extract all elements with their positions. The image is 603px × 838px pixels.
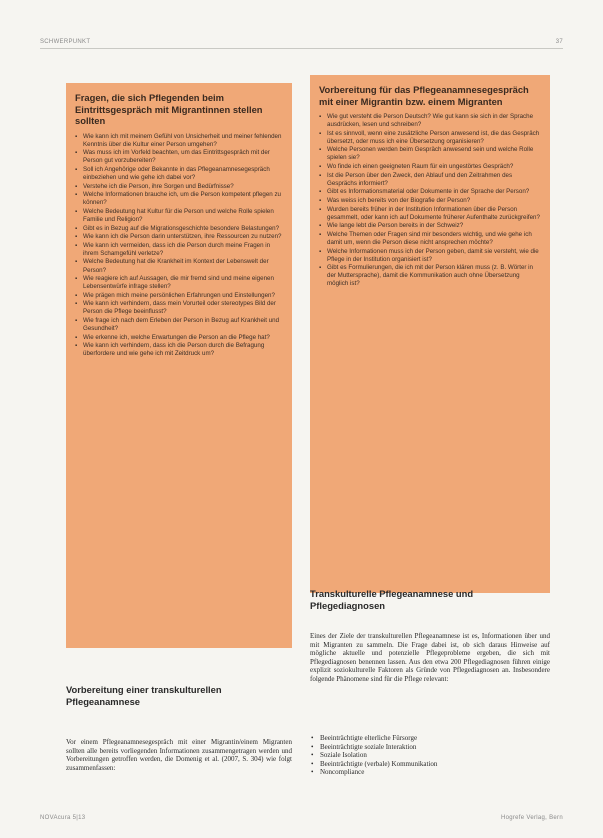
list-item: ▪ Welche Themen oder Fragen sind mir besonders wichtig, und wie gehe ich damit um, wenn die Person diese nicht ansprechen möchte? — [319, 231, 541, 247]
list-item: ▪ Soll ich Angehörige oder Bekannte in das Pflegeanamnesegespräch einbeziehen und wie gehe ich dabei vor? — [75, 166, 283, 182]
list-item: • Beeinträchtigte elterliche Fürsorge — [310, 734, 550, 743]
diagnoses-list — [310, 734, 550, 777]
footer-journal: NOVAcura 5|13 — [40, 815, 86, 821]
list-item: ▪ Wie reagiere ich auf Aussagen, die mir fremd sind und meine eigenen Lebensentwürfe infrage stellen? — [75, 275, 283, 291]
list-item: • Beeinträchtigte (verbale) Kommunikation — [310, 760, 550, 769]
body-paragraph: Eines der Ziele der transkulturellen Pflegeanamnese ist es, Informationen über und mit Migranten zu sammeln. Die Frage dabei ist, ob sich daraus Hinweise auf mögliche aktuelle und potenzielle Pflegeprobleme ergeben, die sich mit Pflegediagnosen benennen lassen. Aus den etwa 200 Pflegediagnosen führen einige explizit soziokulturelle Faktoren als Gründe von Pflegediagnosen an. Insbesondere folgende Phänomene sind für die Pflege relevant: — [310, 632, 550, 683]
list-item: ▪ Welche Personen werden beim Gespräch anwesend sein und welche Rolle spielen sie? — [319, 146, 541, 162]
list-item: ▪ Welche Bedeutung hat die Krankheit im Kontext der Lebenswelt der Person? — [75, 258, 283, 274]
preparation-box — [310, 75, 550, 593]
list-item: ▪ Wie kann ich mit meinem Gefühl von Unsicherheit und meiner fehlenden Kenntnis über die Kultur einer Person umgehen? — [75, 133, 283, 149]
list-item: ▪ Welche Informationen muss ich der Person geben, damit sie versteht, wie die Pflege in der Institution organisiert ist? — [319, 248, 541, 264]
list-item: ▪ Wo finde ich einen geeigneten Raum für ein ungestörtes Gespräch? — [319, 163, 541, 171]
list-item: ▪ Wie kann ich verhindern, dass ich die Person durch die Befragung überfordere und wie gehe ich mit Zeitdruck um? — [75, 342, 283, 358]
list-item: ▪ Gibt es in Bezug auf die Migrationsgeschichte besondere Belastungen? — [75, 225, 283, 233]
list-item: ▪ Wie prägen mich meine persönlichen Erfahrungen und Einstellungen? — [75, 292, 283, 300]
list-item: ▪ Wie frage ich nach dem Erleben der Person in Bezug auf Krankheit und Gesundheit? — [75, 317, 283, 333]
running-header: SCHWERPUNKT — [40, 39, 91, 45]
list-item: ▪ Wie gut versteht die Person Deutsch? Wie gut kann sie sich in der Sprache ausdrücken, lesen und schreiben? — [319, 113, 541, 129]
preparation-box-title: Vorbereitung für das Pflegeanamnesegespräch mit einer Migrantin bzw. einem Migranten — [319, 84, 529, 107]
section-title-nursing-diagnoses: Transkulturelle Pflegeanamnese und Pflegediagnosen — [310, 588, 474, 611]
list-item: ▪ Welche Informationen brauche ich, um die Person kompetent pflegen zu können? — [75, 191, 283, 207]
list-item: ▪ Welche Bedeutung hat Kultur für die Person und welche Rolle spielen Familie und Religion? — [75, 208, 283, 224]
footer-publisher: Hogrefe Verlag, Bern — [500, 815, 563, 821]
list-item: ▪ Wie kann ich vermeiden, dass ich die Person durch meine Fragen in ihrem Schamgefühl verletze? — [75, 242, 283, 258]
list-item: ▪ Gibt es Formulierungen, die ich mit der Person klären muss (z. B. Wörter in der Muttersprache), damit die Kommunikation auch ohne Übersetzung möglich ist? — [319, 264, 541, 288]
list-item: ▪ Verstehe ich die Person, ihre Sorgen und Bedürfnisse? — [75, 183, 283, 191]
list-item: ▪ Ist die Person über den Zweck, den Ablauf und den Zeitrahmen des Gesprächs informiert? — [319, 172, 541, 188]
preparation-list — [319, 113, 541, 288]
list-item: • Noncompliance — [310, 768, 550, 777]
body-paragraph: Vor einem Pflegeanamnesegespräch mit einer Migrantin/einem Migranten sollten alle bereits vorliegenden Informationen zusammengetragen werden und Vorbereitungen getroffen werden, die Domenig et al. (2007, S. 304) wie folgt zusammenfassen: — [66, 738, 292, 772]
questions-box-title: Fragen, die sich Pflegenden beim Eintrittsgespräch mit Migrantinnen stellen sollten — [75, 92, 263, 126]
list-item: ▪ Was muss ich im Vorfeld beachten, um das Eintrittsgespräch mit der Person gut vorzubereiten? — [75, 149, 283, 165]
list-item: ▪ Gibt es Informationsmaterial oder Dokumente in der Sprache der Person? — [319, 188, 541, 196]
header-rule — [40, 48, 563, 49]
list-item: • Soziale Isolation — [310, 751, 550, 760]
list-item: ▪ Wie kann ich die Person darin unterstützen, ihre Ressourcen zu nutzen? — [75, 233, 283, 241]
list-item: ▪ Wurden bereits früher in der Institution Informationen über die Person gesammelt, oder kann ich auf Dokumente früherer Aufenthalte zurückgreifen? — [319, 206, 541, 222]
list-item: ▪ Wie erkenne ich, welche Erwartungen die Person an die Pflege hat? — [75, 334, 283, 342]
section-title-preparation: Vorbereitung einer transkulturellen Pflegeanamnese — [66, 684, 222, 707]
questions-list — [75, 133, 283, 359]
list-item: ▪ Was weiss ich bereits von der Biografie der Person? — [319, 197, 541, 205]
list-item: • Beeinträchtigte soziale Interaktion — [310, 743, 550, 752]
list-item: ▪ Ist es sinnvoll, wenn eine zusätzliche Person anwesend ist, die das Gespräch übersetzt, oder muss ich eine Übersetzung organisieren? — [319, 130, 541, 146]
list-item: ▪ Wie lange lebt die Person bereits in der Schweiz? — [319, 222, 541, 230]
questions-box — [66, 83, 292, 648]
page-number: 37 — [555, 39, 563, 45]
list-item: ▪ Wie kann ich verhindern, dass mein Vorurteil oder stereotypes Bild der Person die Pflege beeinflusst? — [75, 300, 283, 316]
